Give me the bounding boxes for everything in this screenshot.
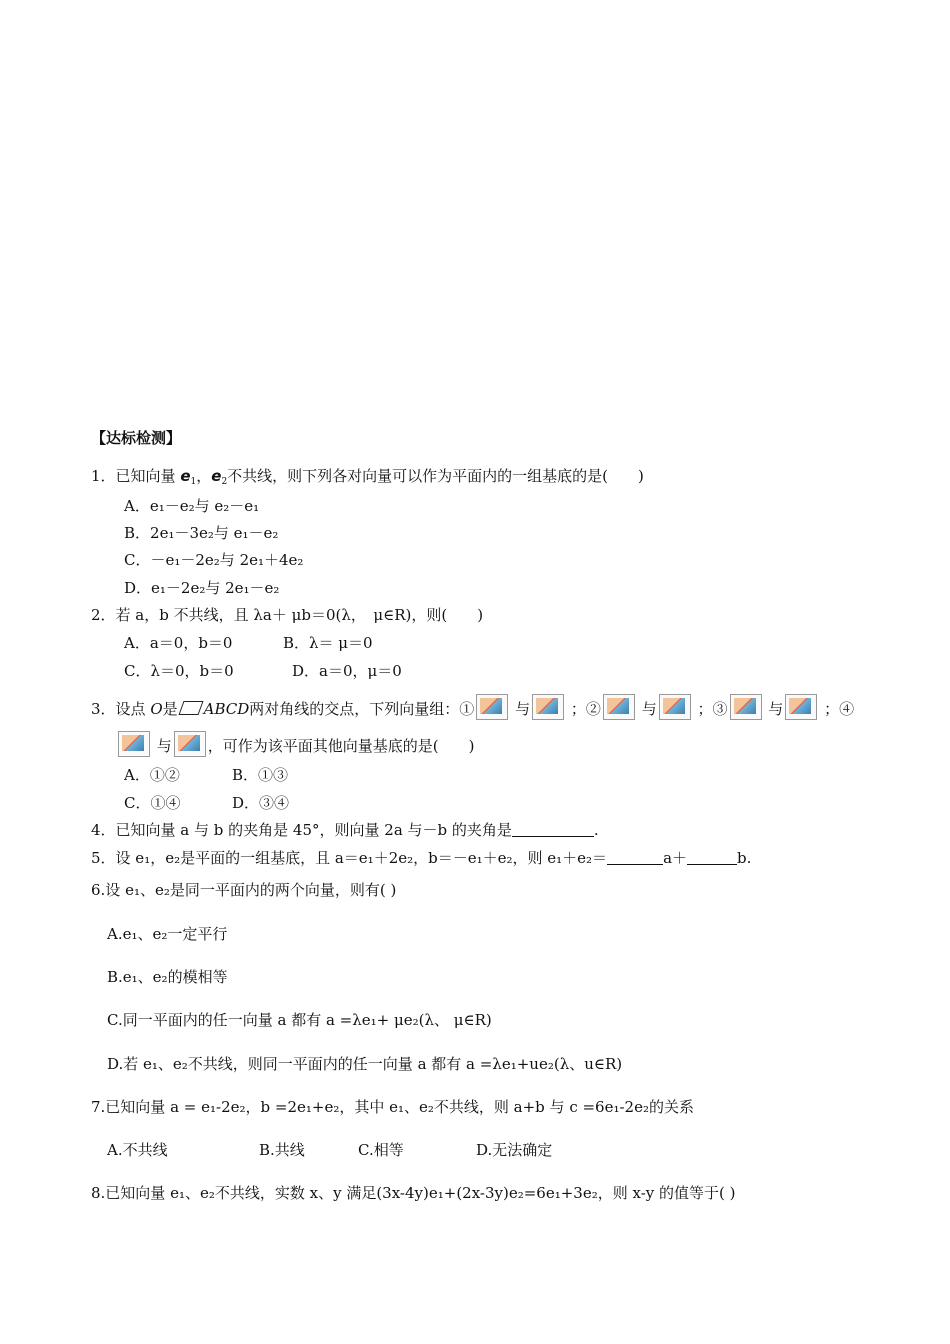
q7-option-d: D.无法确定 — [476, 1141, 553, 1159]
question-2-stem: 2．若 a，b 不共线，且 λa＋ μb＝0(λ， μ∈R)，则( ) — [91, 606, 484, 624]
q7-option-a: A.不共线 — [107, 1141, 168, 1159]
q1-option-d: D．e₁－2e₂与 2e₁－e₂ — [124, 579, 280, 597]
answer-blank — [607, 850, 663, 865]
vector-image-icon — [532, 694, 564, 720]
vector-image-icon — [730, 694, 762, 720]
vector-image-icon — [118, 731, 150, 757]
q6-option-d: D.若 e₁、e₂不共线，则同一平面内的任一向量 a 都有 a =λe₁+ue₂(λ、u∈R) — [107, 1055, 623, 1073]
question-1-stem: 1．已知向量 $e_1$，$e_2$不共线，则下列各对向量可以作为平面内的一组基底的是( ) — [91, 467, 644, 487]
vector-image-icon — [659, 694, 691, 720]
answer-blank — [687, 850, 737, 865]
q3-option-b: B．①③ — [232, 766, 289, 784]
question-3-stem-cont: 与 ，可作为该平面其他向量基底的是( ) — [116, 731, 475, 757]
q2-option-a: A．a＝0，b＝0 — [124, 634, 233, 652]
question-3-stem: 3．设点 O是 ABCD两对角线的交点，下列向量组：① 与 ；② 与 ；③ 与 ；④ — [91, 694, 854, 720]
q7-option-c: C.相等 — [358, 1141, 404, 1159]
question-6-stem: 6.设 e₁、e₂是同一平面内的两个向量，则有( ) — [91, 881, 397, 899]
vector-image-icon — [174, 731, 206, 757]
q7-option-b: B.共线 — [259, 1141, 305, 1159]
q6-option-a: A.e₁、e₂一定平行 — [107, 925, 228, 943]
q6-option-b: B.e₁、e₂的模相等 — [107, 968, 228, 986]
parallelogram-icon — [178, 701, 203, 715]
question-4-stem: 4．已知向量 a 与 b 的夹角是 45°，则向量 2a 与－b 的夹角是 . — [91, 821, 599, 839]
q3-option-d: D．③④ — [232, 794, 290, 812]
question-7-stem: 7.已知向量 a = e₁-2e₂，b =2e₁+e₂，其中 e₁、e₂不共线，则 a+b 与 c =6e₁-2e₂的关系 — [91, 1098, 694, 1116]
question-8-stem: 8.已知向量 e₁、e₂不共线，实数 x、y 满足(3x-4y)e₁+(2x-3y)e₂=6e₁+3e₂，则 x-y 的值等于( ) — [91, 1184, 736, 1202]
q3-option-c: C．①④ — [124, 794, 181, 812]
vector-image-icon — [476, 694, 508, 720]
q1-option-a: A．e₁－e₂与 e₂－e₁ — [124, 497, 260, 515]
q2-option-b: B．λ＝ μ＝0 — [283, 634, 373, 652]
q1-option-c: C．－e₁－2e₂与 2e₁＋4e₂ — [124, 551, 304, 569]
q2-option-d: D．a＝0，μ＝0 — [292, 662, 402, 680]
answer-blank — [512, 822, 594, 837]
q2-option-c: C．λ＝0，b＝0 — [124, 662, 234, 680]
q1-option-b: B．2e₁－3e₂与 e₁－e₂ — [124, 524, 279, 542]
q3-option-a: A．①② — [124, 766, 180, 784]
vector-image-icon — [785, 694, 817, 720]
q6-option-c: C.同一平面内的任一向量 a 都有 a =λe₁+ μe₂(λ、 μ∈R) — [107, 1011, 492, 1029]
question-5-stem: 5．设 e₁，e₂是平面的一组基底，且 a＝e₁＋2e₂，b＝－e₁＋e₂，则 e₁＋e₂＝ a＋ b. — [91, 849, 752, 867]
vector-image-icon — [603, 694, 635, 720]
section-heading: 【达标检测】 — [91, 429, 182, 447]
